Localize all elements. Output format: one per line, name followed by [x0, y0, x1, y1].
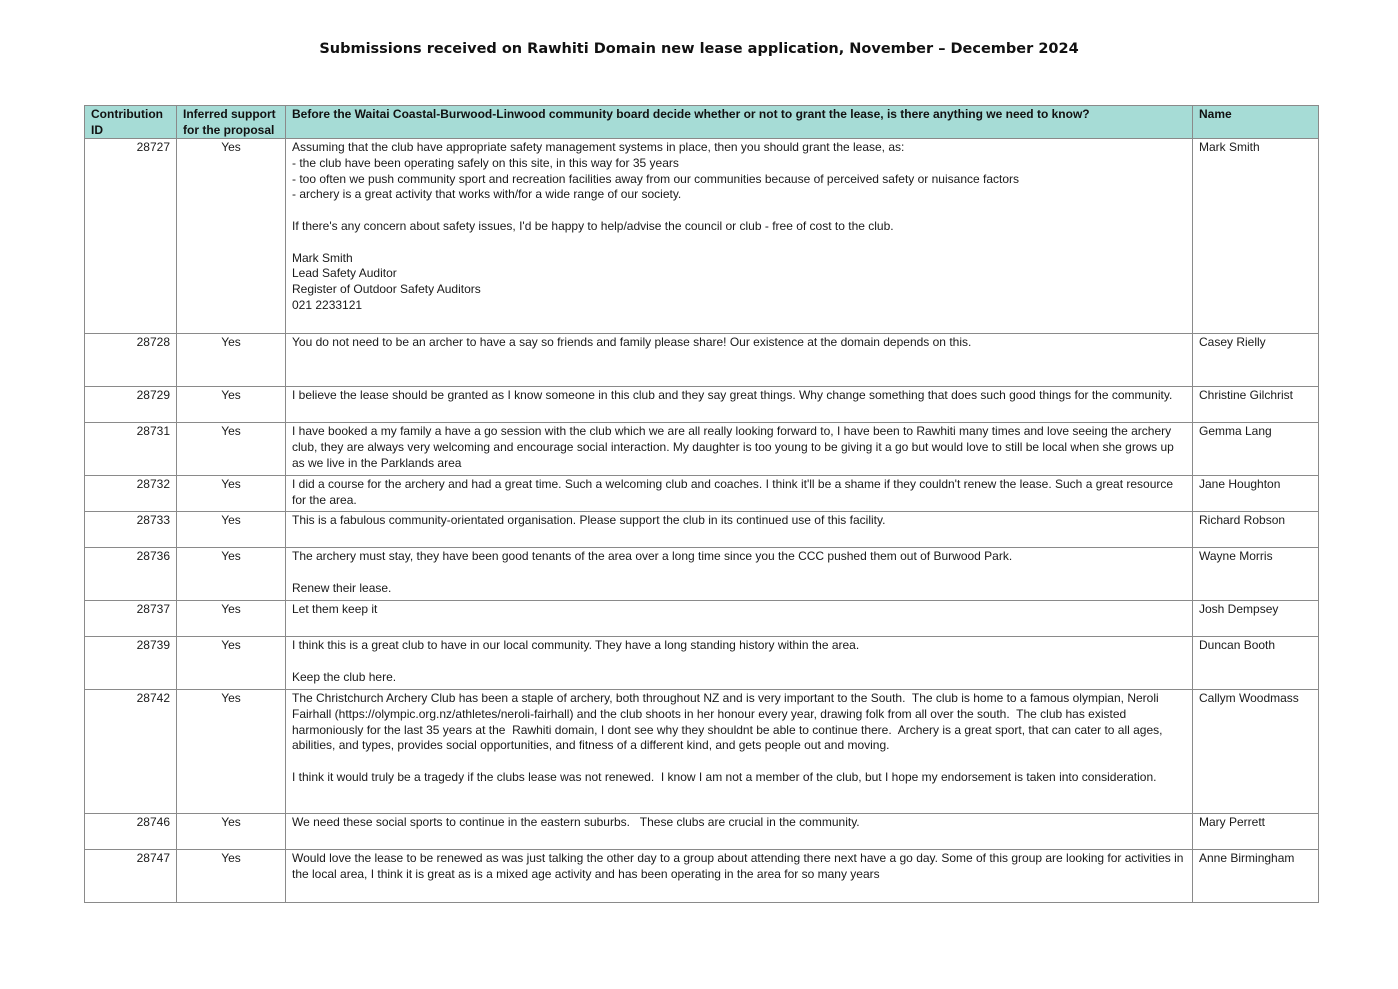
- header-row: [85, 106, 1319, 139]
- cell-support: Yes: [177, 334, 286, 387]
- cell-support: Yes: [177, 690, 286, 814]
- cell-comment: The Christchurch Archery Club has been a staple of archery, both throughout NZ and is very important to the South. The club is home to a famous olympian, Neroli Fairhall (https://olympic.org.nz/athletes/neroli-fairhall) and the club shoots in her honour every year, drawing folk from all over the south. The club has existed harmoniously for the last 35 years at the Rawhiti domain, I dont see why they shouldnt be able to continue there. Archery is a great sport, that can cater to all ages, abilities, and types, provides social opportunities, and fitness of a different kind, and gets people out and moving. I think it would truly be a tragedy if the clubs lease was not renewed. I know I am not a member of the club, but I hope my endorsement is taken into consideration.: [286, 690, 1193, 814]
- cell-support: Yes: [177, 139, 286, 334]
- cell-support: Yes: [177, 512, 286, 548]
- cell-name: Wayne Morris: [1193, 548, 1319, 601]
- table-row: [85, 423, 1319, 476]
- table-row: [85, 139, 1319, 334]
- cell-comment: Let them keep it: [286, 601, 1193, 637]
- table-row: [85, 512, 1319, 548]
- cell-name: Anne Birmingham: [1193, 850, 1319, 903]
- cell-contribution-id: 28733: [85, 512, 177, 548]
- table-row: [85, 814, 1319, 850]
- cell-comment: I believe the lease should be granted as I know someone in this club and they say great things. Why change something that does such good things for the community.: [286, 387, 1193, 423]
- header-comment: Before the Waitai Coastal-Burwood-Linwood community board decide whether or not to grant the lease, is there anything we need to know?: [286, 106, 1193, 139]
- cell-contribution-id: 28731: [85, 423, 177, 476]
- cell-contribution-id: 28746: [85, 814, 177, 850]
- cell-name: Christine Gilchrist: [1193, 387, 1319, 423]
- table-row: [85, 334, 1319, 387]
- cell-support: Yes: [177, 387, 286, 423]
- cell-support: Yes: [177, 637, 286, 690]
- cell-contribution-id: 28727: [85, 139, 177, 334]
- cell-contribution-id: 28739: [85, 637, 177, 690]
- cell-contribution-id: 28729: [85, 387, 177, 423]
- cell-contribution-id: 28737: [85, 601, 177, 637]
- table-row: [85, 601, 1319, 637]
- cell-support: Yes: [177, 601, 286, 637]
- cell-name: Josh Dempsey: [1193, 601, 1319, 637]
- cell-contribution-id: 28742: [85, 690, 177, 814]
- cell-contribution-id: 28732: [85, 476, 177, 512]
- cell-comment: The archery must stay, they have been good tenants of the area over a long time since you the CCC pushed them out of Burwood Park. Renew their lease.: [286, 548, 1193, 601]
- table-row: [85, 387, 1319, 423]
- table-body: [85, 139, 1319, 903]
- cell-comment: I have booked a my family a have a go session with the club which we are all really looking forward to, I have been to Rawhiti many times and love seeing the archery club, they are always very welcoming and encourage social interaction. My daughter is too young to be giving it a go but would love to still be local when she grows up as we live in the Parklands area: [286, 423, 1193, 476]
- table-row: [85, 850, 1319, 903]
- cell-support: Yes: [177, 423, 286, 476]
- cell-support: Yes: [177, 548, 286, 601]
- submissions-table: [84, 105, 1319, 903]
- cell-name: Casey Rielly: [1193, 334, 1319, 387]
- table-row: [85, 548, 1319, 601]
- cell-name: Duncan Booth: [1193, 637, 1319, 690]
- cell-comment: This is a fabulous community-orientated organisation. Please support the club in its continued use of this facility.: [286, 512, 1193, 548]
- cell-comment: I did a course for the archery and had a great time. Such a welcoming club and coaches. I think it'll be a shame if they couldn't renew the lease. Such a great resource for the area.: [286, 476, 1193, 512]
- cell-name: Mark Smith: [1193, 139, 1319, 334]
- table-row: [85, 637, 1319, 690]
- cell-name: Richard Robson: [1193, 512, 1319, 548]
- table-header: [85, 106, 1319, 139]
- cell-comment: Would love the lease to be renewed as was just talking the other day to a group about attending there next have a go day. Some of this group are looking for activities in the local area, I think it is great as is a mixed age activity and has been operating in the area for so many years: [286, 850, 1193, 903]
- cell-support: Yes: [177, 476, 286, 512]
- cell-support: Yes: [177, 850, 286, 903]
- header-inferred-support: Inferred support for the proposal: [177, 106, 286, 139]
- page-title: Submissions received on Rawhiti Domain new lease application, November – December 2024: [319, 41, 1079, 57]
- cell-name: Jane Houghton: [1193, 476, 1319, 512]
- cell-name: Gemma Lang: [1193, 423, 1319, 476]
- cell-contribution-id: 28736: [85, 548, 177, 601]
- cell-contribution-id: 28728: [85, 334, 177, 387]
- cell-contribution-id: 28747: [85, 850, 177, 903]
- cell-name: Callym Woodmass: [1193, 690, 1319, 814]
- cell-name: Mary Perrett: [1193, 814, 1319, 850]
- table-row: [85, 690, 1319, 814]
- cell-comment: Assuming that the club have appropriate safety management systems in place, then you should grant the lease, as: - the club have been operating safely on this site, in this way for 35 years - too often we push community sport and recreation facilities away from our communities because of perceived safety or nuisance factors - archery is a great activity that works with/for a wide range of our society. If there's any concern about safety issues, I'd be happy to help/advise the council or club - free of cost to the club. Mark Smith Lead Safety Auditor Register of Outdoor Safety Auditors 021 2233121: [286, 139, 1193, 334]
- cell-support: Yes: [177, 814, 286, 850]
- cell-comment: You do not need to be an archer to have a say so friends and family please share! Our existence at the domain depends on this.: [286, 334, 1193, 387]
- header-name: Name: [1193, 106, 1319, 139]
- cell-comment: We need these social sports to continue in the eastern suburbs. These clubs are crucial in the community.: [286, 814, 1193, 850]
- header-contribution-id: Contribution ID: [85, 106, 177, 139]
- cell-comment: I think this is a great club to have in our local community. They have a long standing history within the area. Keep the club here.: [286, 637, 1193, 690]
- table-row: [85, 476, 1319, 512]
